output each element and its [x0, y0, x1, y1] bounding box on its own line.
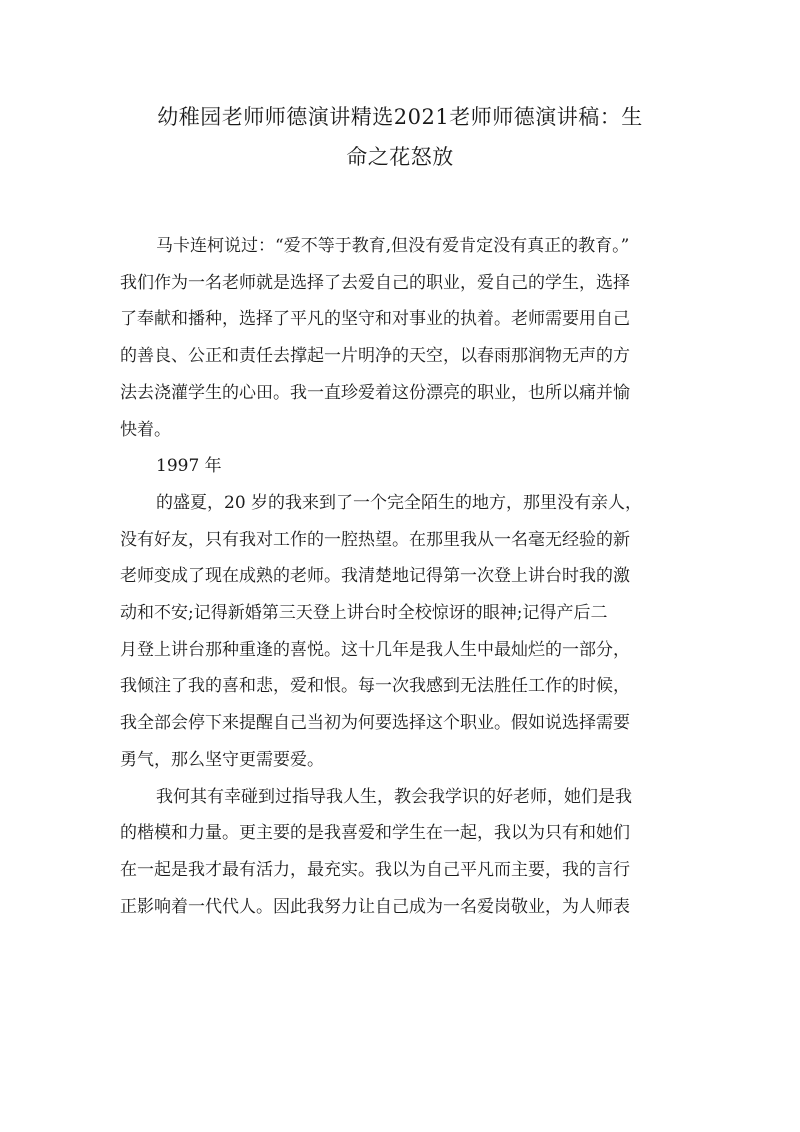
- paragraph-line: 快着。: [120, 419, 171, 440]
- paragraph-1: [120, 228, 685, 448]
- paragraph-2: [120, 448, 685, 485]
- paragraph-3: [120, 485, 685, 779]
- paragraph-line: 马卡连柯说过：“爱不等于教育,但没有爱肯定没有真正的教育。”: [156, 236, 630, 256]
- title-line-1: 幼稚园老师师德演讲精选2021老师师德演讲稿：生: [157, 105, 643, 129]
- paragraph-line: 我何其有幸碰到过指导我人生，教会我学识的好老师，她们是我: [156, 786, 632, 807]
- paragraph-line: 我全部会停下来提醒自己当初为何要选择这个职业。假如说选择需要: [120, 713, 630, 734]
- title-line-2: 命之花怒放: [346, 145, 454, 169]
- paragraph-line: 的楷模和力量。更主要的是我喜爱和学生在一起，我以为只有和她们: [120, 823, 630, 844]
- paragraph-line: 我倾注了我的喜和悲，爱和恨。每一次我感到无法胜任工作的时候，: [120, 676, 630, 697]
- paragraph-line: 勇气，那么坚守更需要爱。: [120, 749, 324, 770]
- paragraph-line: 老师变成了现在成熟的老师。我清楚地记得第一次登上讲台时我的激: [120, 566, 630, 587]
- paragraph-line: 了奉献和播种，选择了平凡的坚守和对事业的执着。老师需要用自己: [120, 309, 630, 330]
- paragraph-line: 我们作为一名老师就是选择了去爱自己的职业，爱自己的学生，选择: [120, 272, 630, 293]
- paragraph-line: 1997 年: [156, 456, 222, 477]
- paragraph-line: 在一起是我才最有活力，最充实。我以为自己平凡而主要，我的言行: [120, 859, 630, 880]
- paragraph-line: 法去浇灌学生的心田。我一直珍爱着这份漂亮的职业，也所以痛并愉: [120, 382, 630, 403]
- paragraph-line: 月登上讲台那种重逢的喜悦。这十几年是我人生中最灿烂的一部分，: [120, 639, 630, 660]
- paragraph-line: 没有好友，只有我对工作的一腔热望。在那里我从一名毫无经验的新: [120, 529, 630, 550]
- document-title: [110, 97, 690, 177]
- paragraph-line: 的盛夏，20 岁的我来到了一个完全陌生的地方，那里没有亲人，: [156, 492, 643, 513]
- paragraph-line: 动和不安;记得新婚第三天登上讲台时全校惊讶的眼神;记得产后二: [120, 603, 608, 624]
- document-body: [120, 228, 685, 925]
- paragraph-line: 的善良、公正和责任去撑起一片明净的天空，以春雨那润物无声的方: [120, 346, 630, 367]
- paragraph-line: 正影响着一代代人。因此我努力让自己成为一名爱岗敬业，为人师表: [120, 896, 630, 917]
- paragraph-4: [120, 779, 685, 926]
